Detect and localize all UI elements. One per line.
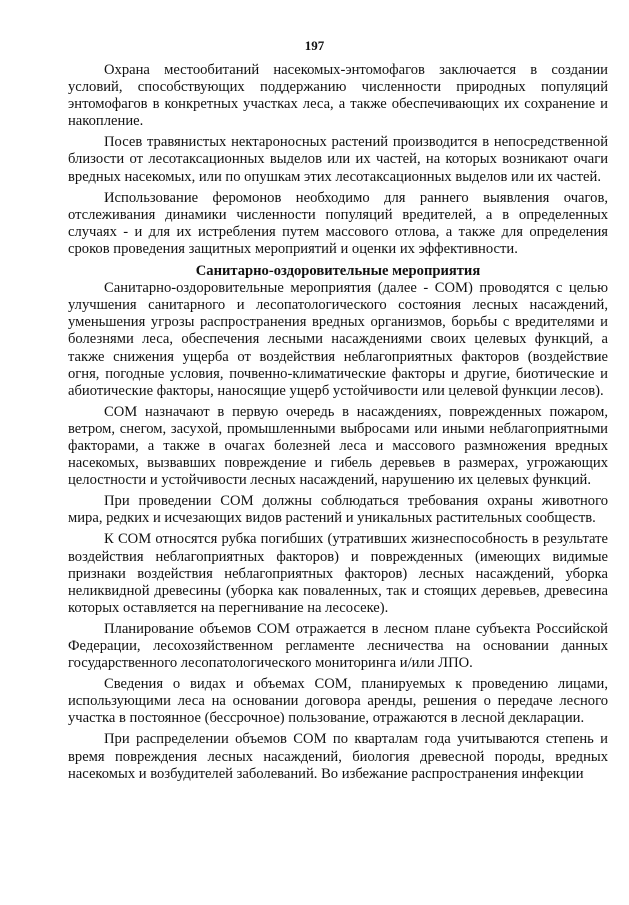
paragraph-som-distribution: При распределении объемов СОМ по кварталам года учитываются степень и время повреждения лесных насаждений, биология древесной породы, вредных насекомых и возбудителей заболеваний. Во избежание распространения инфекции (68, 731, 608, 782)
section-heading: Санитарно-оздоровительные мероприятия (195, 263, 481, 280)
paragraph-som-definition: Санитарно-оздоровительные мероприятия (далее - СОМ) проводятся с целью улучшения санитарного и лесопатологического состояния лесных насаждений, уменьшения угрозы распространения вредных организмов, борьбы с вредителями и болезнями леса, обеспечения лесными насаждениями своих целевых функций, а также снижения ущерба от воздействия неблагоприятных факторов (воздействие огня, погодные условия, почвенно-климатические факторы и другие, биотические и абиотические факторы, наносящие ущерб устойчивости или целевой функции лесов). (68, 280, 608, 399)
paragraph-nectar-plants: Посев травянистых нектароносных растений производится в непосредственной близости от лесотаксационных выделов или их частей, на которых возникают очаги вредных насекомых, или по опушкам этих лесотаксационных выделов или их частей. (68, 134, 608, 185)
paragraph-pheromones: Использование феромонов необходимо для раннего выявления очагов, отслеживания динамики численности популяций вредителей, а в определенных случаях - и для их истребления путем массового отлова, а также для определения сроков проведения защитных мероприятий и оценки их эффективности. (68, 189, 608, 257)
body-text (68, 62, 608, 787)
paragraph-wildlife-protection: При проведении СОМ должны соблюдаться требования охраны животного мира, редких и исчезающих видов растений и уникальных растительных сообществ. (68, 493, 608, 527)
paragraph-som-assignment: СОМ назначают в первую очередь в насаждениях, поврежденных пожаром, ветром, снегом, засухой, промышленными выбросами или иными неблагоприятными факторами, а также в очагах болезней леса и массового размножения вредных насекомых, вызвавших повреждение и гибель деревьев в размерах, угрожающих целостности и устойчивости лесных насаждений, нарушению их целевых функций. (68, 403, 608, 489)
paragraph-som-types: К СОМ относятся рубка погибших (утративших жизнеспособность в результате воздействия неблагоприятных факторов) и поврежденных (имеющих видимые признаки воздействия неблагоприятных факторов) лесных насаждений, уборка неликвидной древесины (уборка как поваленных, так и стоящих деревьев, древесина которых оставляется на перегнивание на лесосеке). (68, 531, 608, 616)
paragraph-som-planning: Планирование объемов СОМ отражается в лесном плане субъекта Российской Федерации, лесохозяйственном регламенте лесничества на основании данных государственного лесопатологического мониторинга и/или ЛПО. (68, 620, 608, 672)
paragraph-som-declaration: Сведения о видах и объемах СОМ, планируемых к проведению лицами, использующими леса на основании договора аренды, решения о передаче лесного участка в постоянное (бессрочное) пользование, отражаются в лесной декларации. (68, 676, 608, 727)
paragraph-entomophage-habitat: Охрана местообитаний насекомых-энтомофагов заключается в создании условий, способствующих поддержанию численности природных популяций энтомофагов в конкретных участках леса, а также обеспечивающих их сохранение и накопление. (68, 62, 608, 130)
page-number: 197 (304, 38, 325, 53)
